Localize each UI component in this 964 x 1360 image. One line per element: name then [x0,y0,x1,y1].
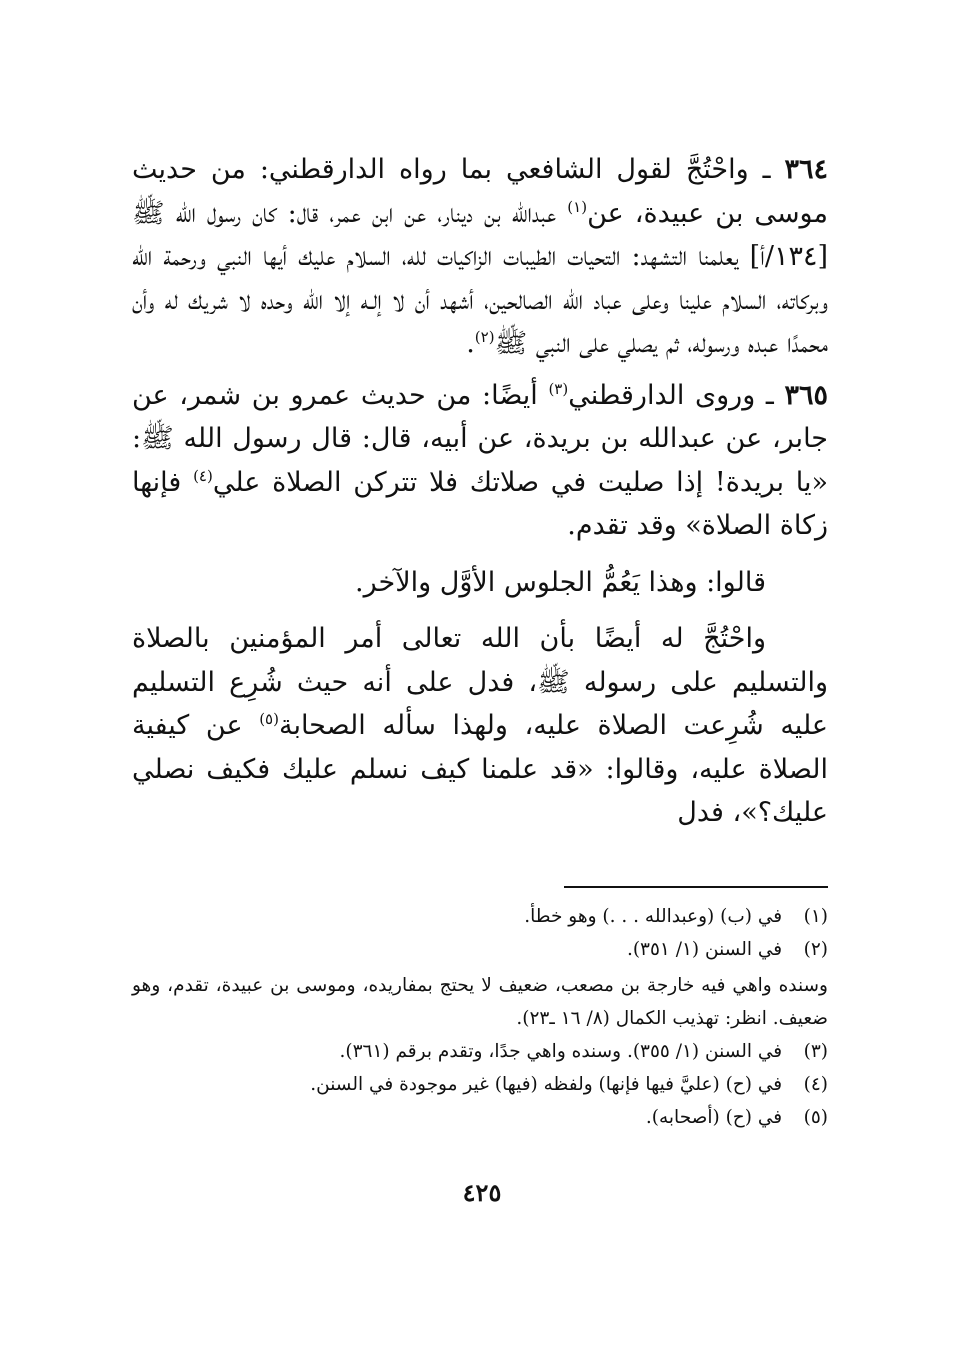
footnote-2-text: في السنن (١/ ٣٥١). [626,939,783,960]
footnote-5 [132,1101,828,1134]
footnote-1-label: (١) [803,906,828,927]
footnote-1 [132,900,828,933]
footnote-3-label: (٣) [803,1041,828,1062]
footnotes [132,900,828,1134]
paragraph-364-text-b: عبدالله بن دينار، عن ابن عمر، قال: كان رسول الله ﷺ [١٣٤/أ] يعلمنا التشهد: التحيات الطيبات الزاكيات لله، السلام عليك أيها النبي ورحمة الله وبركاته، السلام علينا وعلى عباد الله الصالحين، أشهد أن لا إلـه إلا الله وحده لا شريك له وأن محمدًا عبده ورسوله، ثم يصلي على النبي ﷺ [132,197,828,359]
footnote-5-label: (٥) [803,1107,828,1128]
paragraph-ihtujja [132,617,828,835]
footnote-2-label: (٢) [803,939,828,960]
paragraph-364 [132,148,828,366]
item-number-365: ٣٦٥ [784,379,828,411]
paragraph-365-text-a: ـ وروى الدارقطني [568,379,774,411]
footnote-4-label: (٤) [803,1074,828,1095]
footnote-ref-3: (٣) [548,379,569,398]
paragraph-365 [132,374,828,548]
footnote-1-text: في (ب) (وعبدالله . . .) وهو خطأ. [524,906,783,927]
footnote-ref-1: (١) [567,197,588,216]
footnote-ref-5: (٥) [259,710,279,728]
paragraph-365-text-b: أيضًا: من حديث عمرو بن شمر، عن جابر، عن عبدالله بن بريدة، عن أبيه، قال: قال رسول الله ﷺ: «يا بريدة! إذا صليت في صلاتك فلا تتركن الصلاة علي [132,379,828,498]
page-number: ٤٢٥ [462,1178,502,1207]
footnote-2 [132,933,828,966]
footnote-3-text: في السنن (١/ ٣٥٥). وسنده واهي جدًا، وتقدم برقم (٣٦١). [339,1041,783,1062]
paragraph-ihtujja-text-a: واحْتُجَّ له أيضًا بأن الله تعالى أمر المؤمنين بالصلاة والتسليم على رسوله ﷺ، فدل على أنه حيث شُرِع التسليم عليه شُرِعت الصلاة عليه، ولهذا سأله الصحابة [132,623,828,741]
item-number-364: ٣٦٤ [784,154,828,185]
footnote-ref-2: (٢) [474,328,495,346]
footnote-5-text: في (ح) (أصحابه). [645,1107,783,1128]
paragraph-qalu-text: قالوا: وهذا يَعُمُّ الجلوس الأوَّل والآخر. [355,566,766,598]
footnote-separator [564,886,828,888]
footnote-3 [132,1035,828,1068]
footnote-4 [132,1068,828,1101]
paragraph-qalu [132,561,828,605]
footnote-2-continuation: وسنده واهي فيه خارجة بن مصعب، ضعيف لا يحتج بمفاريده، وموسى بن عبيدة، تقدم، وهو ضعيف. انظر: تهذيب الكمال (٨/ ١٦ ـ٢٣). [132,975,828,1029]
paragraph-364-text-c: . [466,328,475,359]
footnote-ref-4: (٤) [193,466,213,485]
paragraph-365-text-c: فإنها زكاة الصلاة» وقد تقدم. [132,466,828,541]
footnote-4-text: في (ح) (عليَّ فيها فإنها) ولفظه (فيها) غير موجودة في السنن. [310,1074,783,1095]
paragraph-364-text-a: ـ واحْتُجَّ لقول الشافعي بما رواه الدارقطني: من حديث موسى بن عبيدة، عن [132,154,828,229]
paragraph-ihtujja-text-b: عن كيفية الصلاة عليه، وقالوا: «قد علمنا كيف نسلم عليك فكيف نصلي عليك؟»، فدل [132,710,828,828]
main-text [132,148,828,835]
